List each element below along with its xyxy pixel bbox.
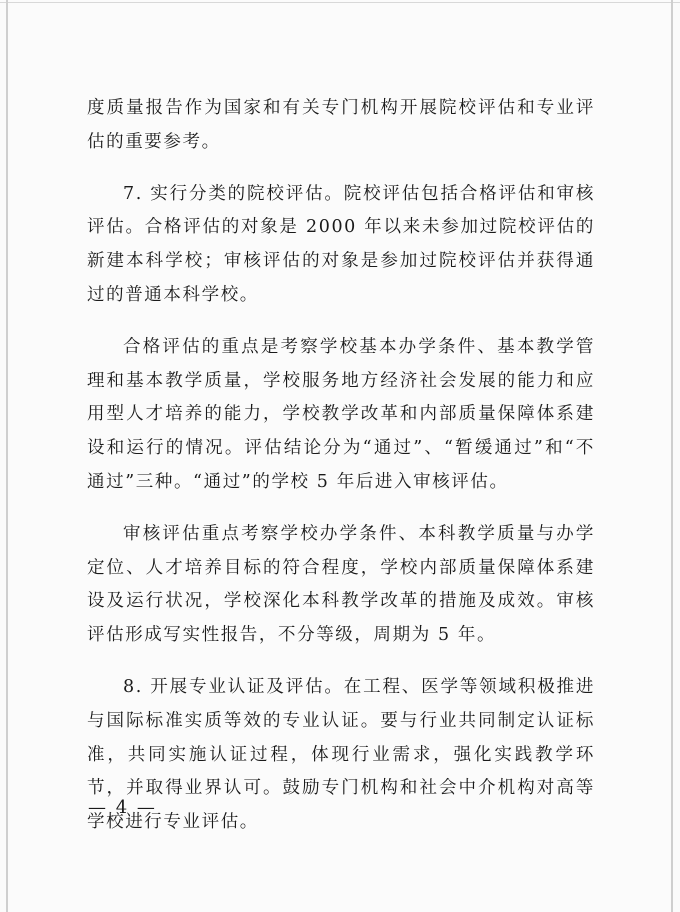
paragraph-item-8: 8. 开展专业认证及评估。在工程、医学等领域积极推进与国际标准实质等效的专业认证。要与行业共同制定认证标准，共同实施认证过程，体现行业需求，强化实践教学环节，并取得业界认可。鼓励专门机构和社会中介机构对高等学校进行专业评估。 (87, 676, 595, 833)
paragraph-gap (87, 500, 595, 518)
paragraph-gap (87, 160, 595, 178)
scan-edge-left (6, 0, 8, 912)
paragraph-gap (87, 653, 595, 671)
paragraph-item-7: 7. 实行分类的院校评估。院校评估包括合格评估和审核评估。合格评估的对象是 2000 年以来未参加过院校评估的新建本科学校；审核评估的对象是参加过院校评估并获得通过的普通本科学校。 (87, 183, 595, 305)
paragraph-continuation: 度质量报告作为国家和有关专门机构开展院校评估和专业评估的重要参考。 (87, 98, 595, 152)
page-number: — 4 — (88, 797, 157, 818)
paragraph-qualification-evaluation: 合格评估的重点是考察学校基本办学条件、基本教学管理和基本教学质量，学校服务地方经济社会发展的能力和应用型人才培养的能力，学校教学改革和内部质量保障体系建设和运行的情况。评估结论分为“通过”、“暂缓通过”和“不通过”三种。“通过”的学校 5 年后进入审核评估。 (87, 336, 595, 492)
scan-edge-right (671, 0, 673, 912)
scan-edge-top (0, 2, 680, 3)
paragraph-gap (87, 313, 595, 331)
document-body (87, 92, 595, 840)
paragraph-audit-evaluation: 审核评估重点考察学校办学条件、本科教学质量与办学定位、人才培养目标的符合程度，学校内部质量保障体系建设及运行状况，学校深化本科教学改革的措施及成效。审核评估形成写实性报告，不分等级，周期为 5 年。 (87, 523, 595, 646)
